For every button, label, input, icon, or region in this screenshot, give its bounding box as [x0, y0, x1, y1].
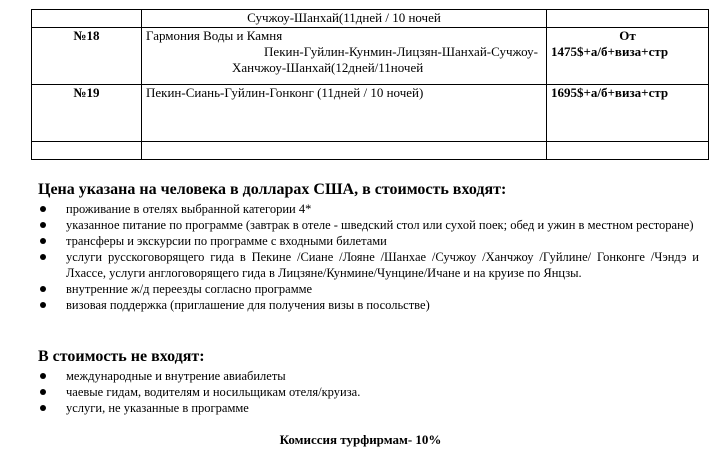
bullet-icon	[40, 302, 46, 308]
tour-route	[142, 28, 547, 85]
table-row	[32, 142, 709, 160]
price-value: 1695$+а/б+виза+стр	[551, 85, 669, 100]
list-item: трансферы и экскурсии по программе с входными билетами	[38, 233, 699, 249]
included-list	[38, 201, 699, 313]
list-item: международные и внутрение авиабилеты	[38, 368, 699, 384]
bullet-icon	[40, 206, 46, 212]
list-item: внутренние ж/д переезды согласно программе	[38, 281, 699, 297]
list-item: проживание в отелях выбранной категории 4*	[38, 201, 699, 217]
tour-route	[142, 10, 547, 28]
tour-route	[142, 85, 547, 142]
list-item: визовая поддержка (приглашение для получения визы в посольстве)	[38, 297, 699, 313]
bullet-icon	[40, 389, 46, 395]
commission-note: Комиссия турфирмам- 10%	[279, 432, 442, 447]
included-heading: Цена указана на человека в долларах США, в стоимость входят:	[38, 181, 507, 198]
price-value: 1475$+а/б+виза+стр	[551, 44, 669, 59]
list-item: чаевые гидам, водителям и носильщикам отеля/круиза.	[38, 384, 699, 400]
tour-price	[547, 28, 709, 85]
tour-number: №19	[32, 85, 142, 142]
route-line: Сучжоу-Шанхай(11дней / 10 ночей	[247, 10, 441, 25]
bullet-icon	[40, 373, 46, 379]
bullet-icon	[40, 222, 46, 228]
price-prefix: От	[619, 28, 636, 43]
list-item: услуги, не указанные в программе	[38, 400, 699, 416]
tour-price	[547, 85, 709, 142]
excluded-list	[38, 368, 699, 416]
tour-number: №18	[32, 28, 142, 85]
list-item: указанное питание по программе (завтрак в отеле - шведский стол или сухой поек; обед и ужин в местном ресторане)	[38, 217, 699, 233]
tour-name: Гармония Воды и Камня	[146, 28, 283, 43]
tour-number	[32, 10, 142, 28]
list-item: услуги русскоговорящего гида в Пекине /Сиане /Лояне /Шанхае /Сучжоу /Ханчжоу /Гуйлине/ Гонконге /Чэндэ и Лхассе, услуги англоговорящего гида в Лицзяне/Кунмине/Чунцине/Ичане и на круизе по Янцзы.	[38, 249, 699, 281]
bullet-icon	[40, 286, 46, 292]
bullet-icon	[40, 254, 46, 260]
table-row	[32, 28, 709, 85]
empty-cell	[547, 142, 709, 160]
route-line: Ханчжоу-Шанхай(12дней/11ночей	[232, 60, 424, 75]
bullet-icon	[40, 405, 46, 411]
empty-cell	[32, 142, 142, 160]
bullet-icon	[40, 238, 46, 244]
route-line: Пекин-Сиань-Гуйлин-Гонконг (11дней / 10 ночей)	[146, 85, 424, 100]
route-line: Пекин-Гуйлин-Кунмин-Лицзян-Шанхай-Сучжоу-	[264, 44, 538, 59]
table-row	[32, 10, 709, 28]
excluded-heading: В стоимость не входят:	[38, 348, 205, 365]
tours-table	[31, 9, 709, 160]
table-row	[32, 85, 709, 142]
tour-price	[547, 10, 709, 28]
empty-cell	[142, 142, 547, 160]
